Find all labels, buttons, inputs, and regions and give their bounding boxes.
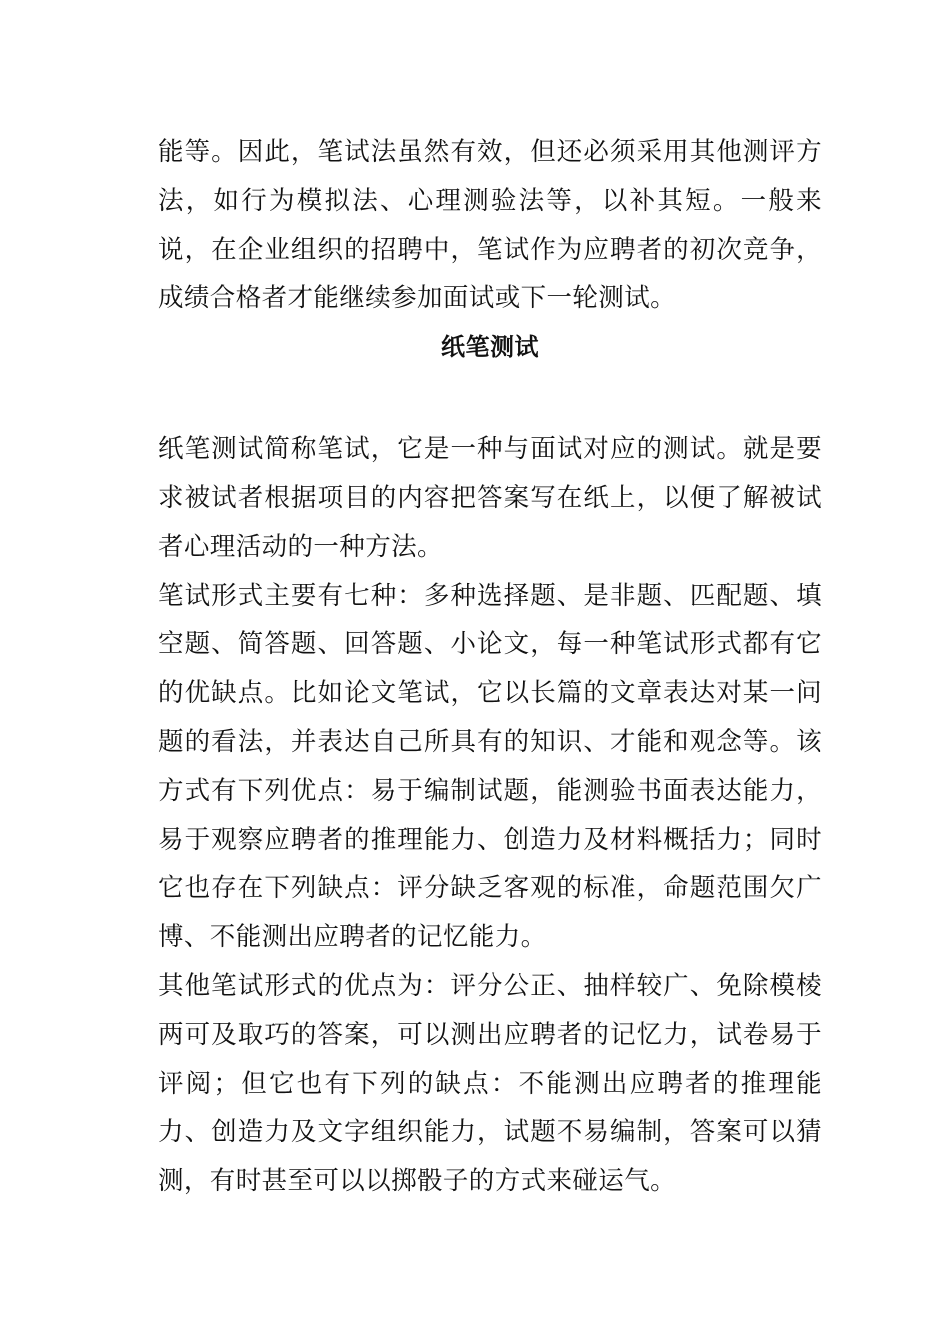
intro-paragraph: 能等。因此，笔试法虽然有效，但还必须采用其他测评方法，如行为模拟法、心理测验法等，以补其短。一般来说，在企业组织的招聘中，笔试作为应聘者的初次竞争，成绩合格者才能继续参加面试或下一轮测试。: [158, 137, 822, 314]
paragraph-forms: 笔试形式主要有七种：多种选择题、是非题、匹配题、填空题、简答题、回答题、小论文，每一种笔试形式都有它的优缺点。比如论文笔试，它以长篇的文章表达对某一问题的看法，并表达自己所具有的知识、才能和观念等。该方式有下列优点：易于编制试题，能测验书面表达能力，易于观察应聘者的推理能力、创造力及材料概括力；同时它也存在下列缺点：评分缺乏客观的标准，命题范围欠广博、不能测出应聘者的记忆能力。: [158, 580, 822, 953]
document-page: [158, 128, 822, 1206]
section-title: 纸笔测试: [441, 333, 539, 362]
section-spacer: [158, 369, 822, 425]
paragraph-other-forms: 其他笔试形式的优点为：评分公正、抽样较广、免除模棱两可及取巧的答案，可以测出应聘者的记忆力，试卷易于评阅；但它也有下列的缺点：不能测出应聘者的推理能力、创造力及文字组织能力，试题不易编制，答案可以猜测，有时甚至可以以掷骰子的方式来碰运气。: [158, 970, 822, 1197]
paragraph-definition: 纸笔测试简称笔试，它是一种与面试对应的测试。就是要求被试者根据项目的内容把答案写在纸上，以便了解被试者心理活动的一种方法。: [158, 434, 822, 562]
